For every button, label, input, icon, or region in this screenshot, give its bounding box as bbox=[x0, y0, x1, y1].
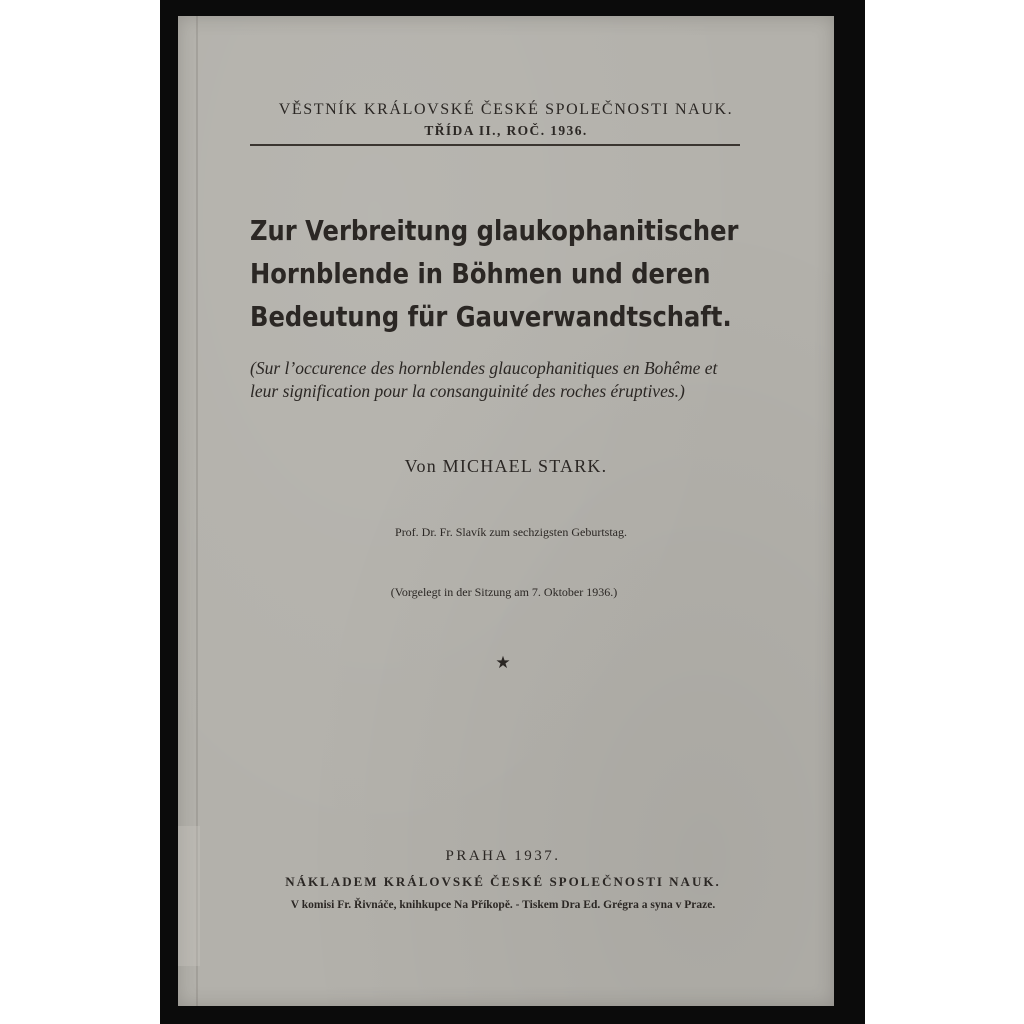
title-line: Hornblende in Böhmen und deren bbox=[250, 258, 711, 290]
document-cover bbox=[178, 16, 834, 1006]
publisher-line: NÁKLADEM KRÁLOVSKÉ ČESKÉ SPOLEČNOSTI NAUK. bbox=[285, 874, 721, 889]
presented-note: (Vorgelegt in der Sitzung am 7. Oktober 1936.) bbox=[390, 585, 618, 599]
french-subtitle bbox=[250, 357, 770, 403]
subtitle-line: leur signification pour la consanguinité des roches éruptives.) bbox=[250, 381, 685, 401]
series-volume: TŘÍDA II., ROČ. 1936. bbox=[424, 123, 588, 138]
place-year: PRAHA 1937. bbox=[445, 848, 561, 864]
author-line: Von MICHAEL STARK. bbox=[404, 456, 608, 476]
dedication-line: Prof. Dr. Fr. Slavík zum sechzigsten Geburtstag. bbox=[395, 525, 627, 539]
title-line: Bedeutung für Gauverwandtschaft. bbox=[250, 301, 732, 333]
document-title bbox=[250, 210, 739, 339]
header-rule bbox=[250, 144, 740, 146]
series-title: VĚSTNÍK KRÁLOVSKÉ ČESKÉ SPOLEČNOSTI NAUK. bbox=[278, 101, 734, 118]
commission-line: V komisi Fr. Řivnáče, knihkupce Na Příkopě. - Tiskem Dra Ed. Grégra a syna v Praze. bbox=[290, 899, 716, 911]
star-ornament: ★ bbox=[495, 653, 511, 673]
subtitle-line: (Sur l’occurence des hornblendes glaucophanitiques en Bohême et bbox=[250, 358, 718, 378]
title-line: Zur Verbreitung glaukophanitischer bbox=[250, 215, 739, 247]
